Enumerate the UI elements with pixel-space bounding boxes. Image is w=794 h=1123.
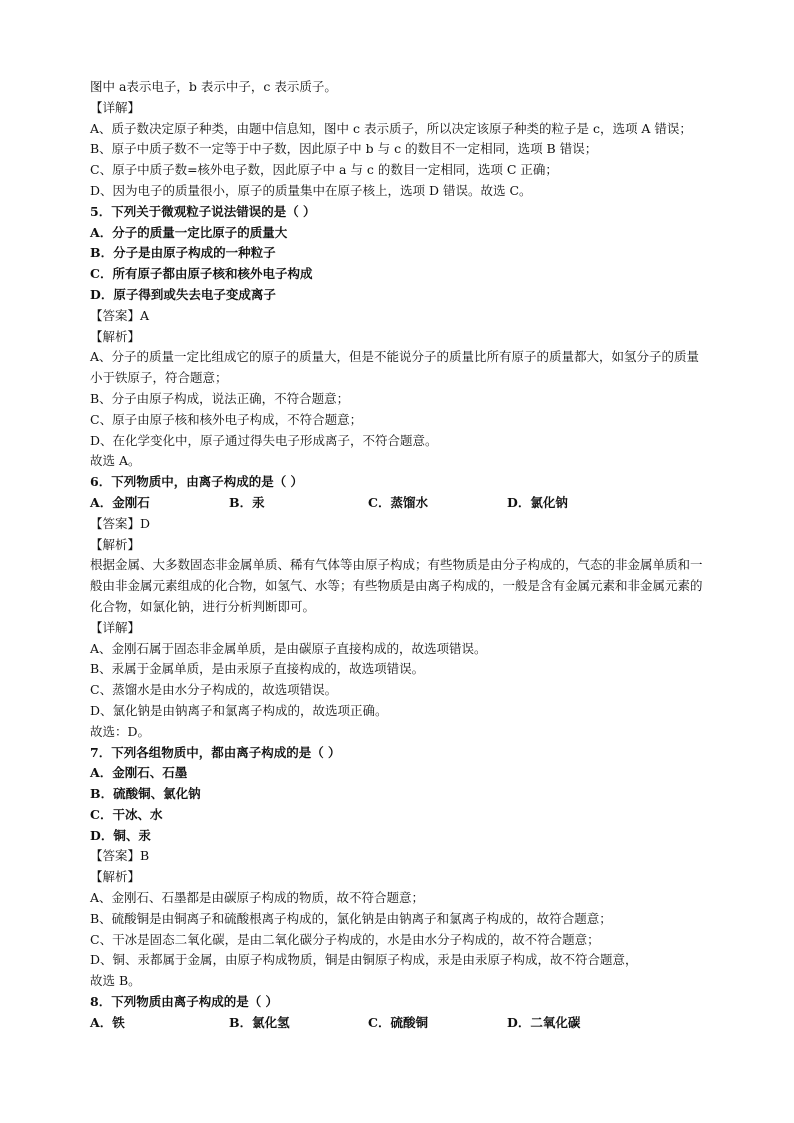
option-b: B．硫酸铜、氯化钠 <box>90 786 201 802</box>
option-a: A．金刚石、石墨 <box>90 765 188 781</box>
text-line: C、原子由原子核和核外电子构成，不符合题意； <box>90 411 363 427</box>
text-line: D、在化学变化中，原子通过得失电子形成离子，不符合题意。 <box>90 432 438 448</box>
options-row <box>90 1013 710 1034</box>
text-line: B、分子由原子构成，说法正确，不符合题意； <box>90 390 350 406</box>
option-b: B．汞 <box>229 494 265 510</box>
document-content <box>90 77 710 1034</box>
text-line: D、氯化钠是由钠离子和氯离子构成的，故选项正确。 <box>90 702 388 718</box>
text-line: 故选 B。 <box>90 973 141 989</box>
text-line: 图中 a表示电子，b 表示中子，c 表示质子。 <box>90 79 337 94</box>
section-heading: 【详解】 <box>90 99 141 115</box>
text-line: B、汞属于金属单质，是由汞原子直接构成的，故选项错误。 <box>90 661 425 677</box>
section-heading: 【详解】 <box>90 619 141 635</box>
answer-label: 【答案】B <box>90 848 150 864</box>
section-heading: 【解析】 <box>90 328 141 344</box>
text-line: B、硫酸铜是由铜离子和硫酸根离子构成的，氯化钠是由钠离子和氯离子构成的，故符合题意； <box>90 910 612 926</box>
answer-label: 【答案】A <box>90 307 150 323</box>
text-line: A、金刚石属于固态非金属单质，是由碳原子直接构成的，故选项错误。 <box>90 640 487 656</box>
text-line: C、蒸馏水是由水分子构成的，故选项错误。 <box>90 682 338 698</box>
text-line: B、原子中质子数不一定等于中子数，因此原子中 b 与 c 的数目不一定相同，选项 B 错误； <box>90 141 598 157</box>
text-line: C、原子中质子数=核外电子数，因此原子中 a 与 c 的数目一定相同，选项 C 正确； <box>90 162 558 178</box>
option-c: C．蒸馏水 <box>368 494 428 510</box>
option-d: D．氯化钠 <box>507 494 568 510</box>
question-6: 6．下列物质中，由离子构成的是（ ） <box>90 474 304 490</box>
section-heading: 【解析】 <box>90 869 141 885</box>
option-a: A．分子的质量一定比原子的质量大 <box>90 224 288 240</box>
option-b: B．分子是由原子构成的一种粒子 <box>90 245 276 261</box>
text-line: A、质子数决定原子种类，由题中信息知，图中 c 表示质子，所以决定该原子种类的粒子是 c，选项 A 错误； <box>90 120 692 136</box>
text-line: 根据金属、大多数固态非金属单质、稀有气体等由原子构成；有些物质是由分子构成的，气态的非金属单质和一般由非金属元素组成的化合物，如氢气、水等；有些物质是由离子构成的，一般是含有金属元素和非金属元素的化合物，如氯化钠，进行分析判断即可。 <box>90 557 703 614</box>
option-c: C．硫酸铜 <box>368 1014 428 1030</box>
option-a: A．铁 <box>90 1014 125 1030</box>
option-b: B．氯化氢 <box>229 1014 290 1030</box>
text-line: C、干冰是固态二氧化碳，是由二氧化碳分子构成的，水是由水分子构成的，故不符合题意； <box>90 931 600 947</box>
option-d: D．二氧化碳 <box>507 1014 581 1030</box>
question-8: 8．下列物质由离子构成的是（ ） <box>90 994 279 1010</box>
option-a: A．金刚石 <box>90 494 150 510</box>
text-line: 故选：D。 <box>90 723 151 739</box>
text-line: 故选 A。 <box>90 453 141 469</box>
option-d: D．原子得到或失去电子变成离子 <box>90 286 276 302</box>
answer-label: 【答案】D <box>90 515 151 531</box>
option-c: C．所有原子都由原子核和核外电子构成 <box>90 266 313 282</box>
question-7: 7．下列各组物质中，都由离子构成的是（ ） <box>90 744 341 760</box>
text-line: D、因为电子的质量很小，原子的质量集中在原子核上，选项 D 错误。故选 C。 <box>90 182 532 198</box>
text-line: A、分子的质量一定比组成它的原子的质量大，但是不能说分子的质量比所有原子的质量都大，如氢分子的质量小于铁原子，符合题意； <box>90 349 700 386</box>
section-heading: 【解析】 <box>90 536 141 552</box>
option-d: D．铜、汞 <box>90 827 151 843</box>
options-row <box>90 493 710 514</box>
text-line: A、金刚石、石墨都是由碳原子构成的物质，故不符合题意； <box>90 890 425 906</box>
text-line: D、铜、汞都属于金属，由原子构成物质，铜是由铜原子构成，汞是由汞原子构成，故不符合题意， <box>90 952 638 968</box>
option-c: C．干冰、水 <box>90 806 163 822</box>
question-5: 5．下列关于微观粒子说法错误的是（ ） <box>90 203 316 219</box>
